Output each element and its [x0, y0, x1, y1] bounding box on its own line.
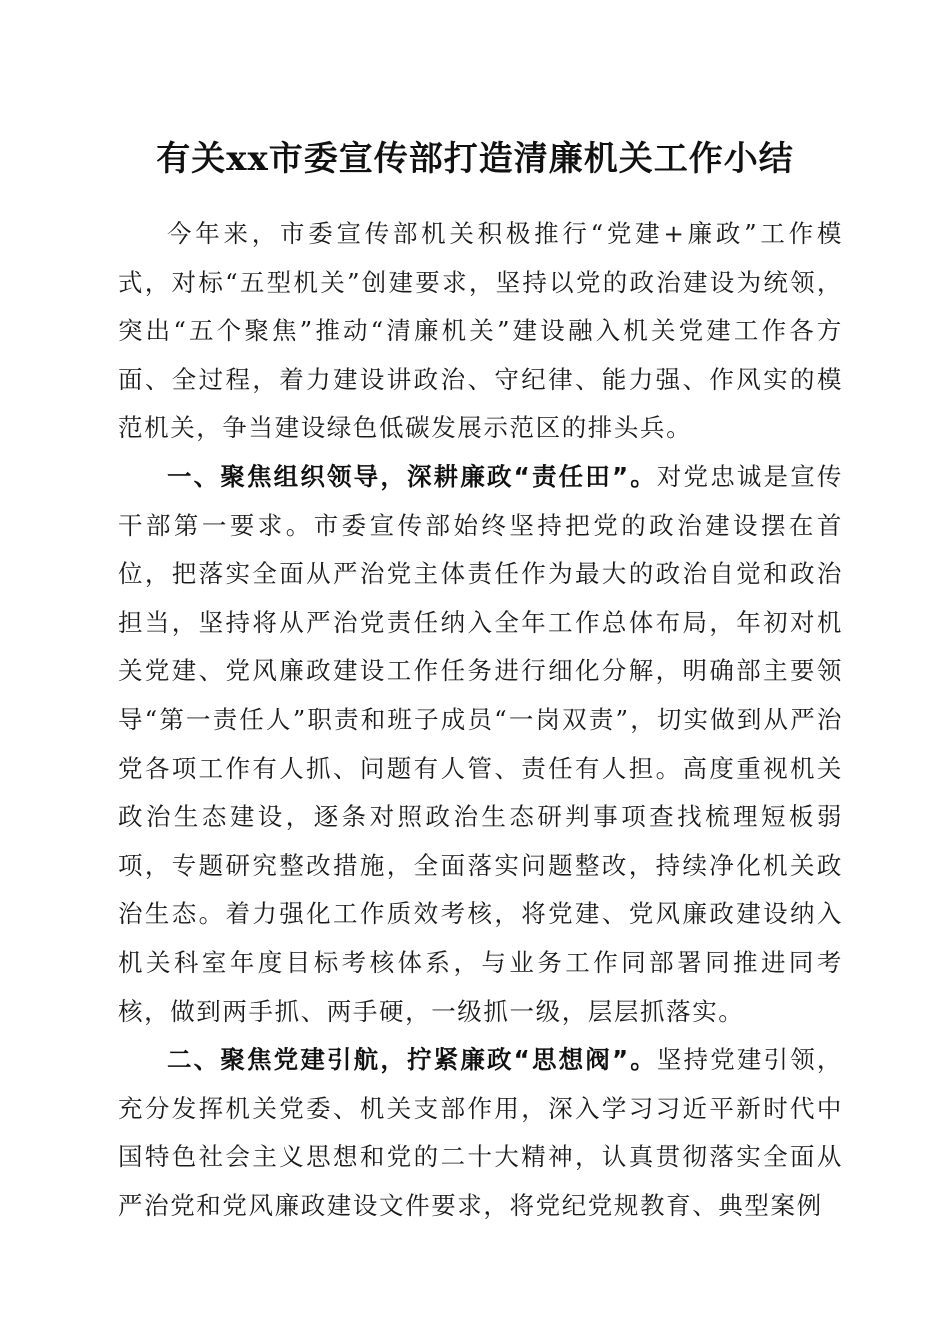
intro-paragraph: 今年来，市委宣传部机关积极推行“党建+廉政”工作模式，对标“五型机关”创建要求，坚持以党的政治建设为统领，突出“五个聚焦”推动“清廉机关”建设融入机关党建工作各方面、全过程，着力建设讲政治、守纪律、能力强、作风实的模范机关，争当建设绿色低碳发展示范区的排头兵。	[118, 219, 843, 443]
document-body	[118, 210, 843, 1230]
section-2-paragraph	[118, 1036, 843, 1230]
section-2-heading: 二、聚焦党建引航，拧紧廉政“思想阀”。	[167, 1045, 657, 1075]
section-1-paragraph	[118, 453, 843, 1036]
document-title: 有关xx市委宣传部打造清廉机关工作小结	[156, 139, 794, 179]
section-1-heading: 一、聚焦组织领导，深耕廉政“责任田”。	[167, 461, 657, 491]
section-2-text: 坚持党建引领，充分发挥机关党委、机关支部作用，深入学习习近平新时代中国特色社会主义思想和党的二十大精神，认真贯彻落实全面从严治党和党风廉政建设文件要求，将党纪党规教育、典型案例	[118, 1045, 843, 1220]
section-1-text: 对党忠诚是宣传干部第一要求。市委宣传部始终坚持把党的政治建设摆在首位，把落实全面从严治党主体责任作为最大的政治自觉和政治担当，坚持将从严治党责任纳入全年工作总体布局，年初对机关党建、党风廉政建设工作任务进行细化分解，明确部主要领导“第一责任人”职责和班子成员“一岗双责”，切实做到从严治党各项工作有人抓、问题有人管、责任有人担。高度重视机关政治生态建设，逐条对照政治生态研判事项查找梳理短板弱项，专题研究整改措施，全面落实问题整改，持续净化机关政治生态。着力强化工作质效考核，将党建、党风廉政建设纳入机关科室年度目标考核体系，与业务工作同部署同推进同考核，做到两手抓、两手硬，一级抓一级，层层抓落实。	[118, 461, 843, 1026]
